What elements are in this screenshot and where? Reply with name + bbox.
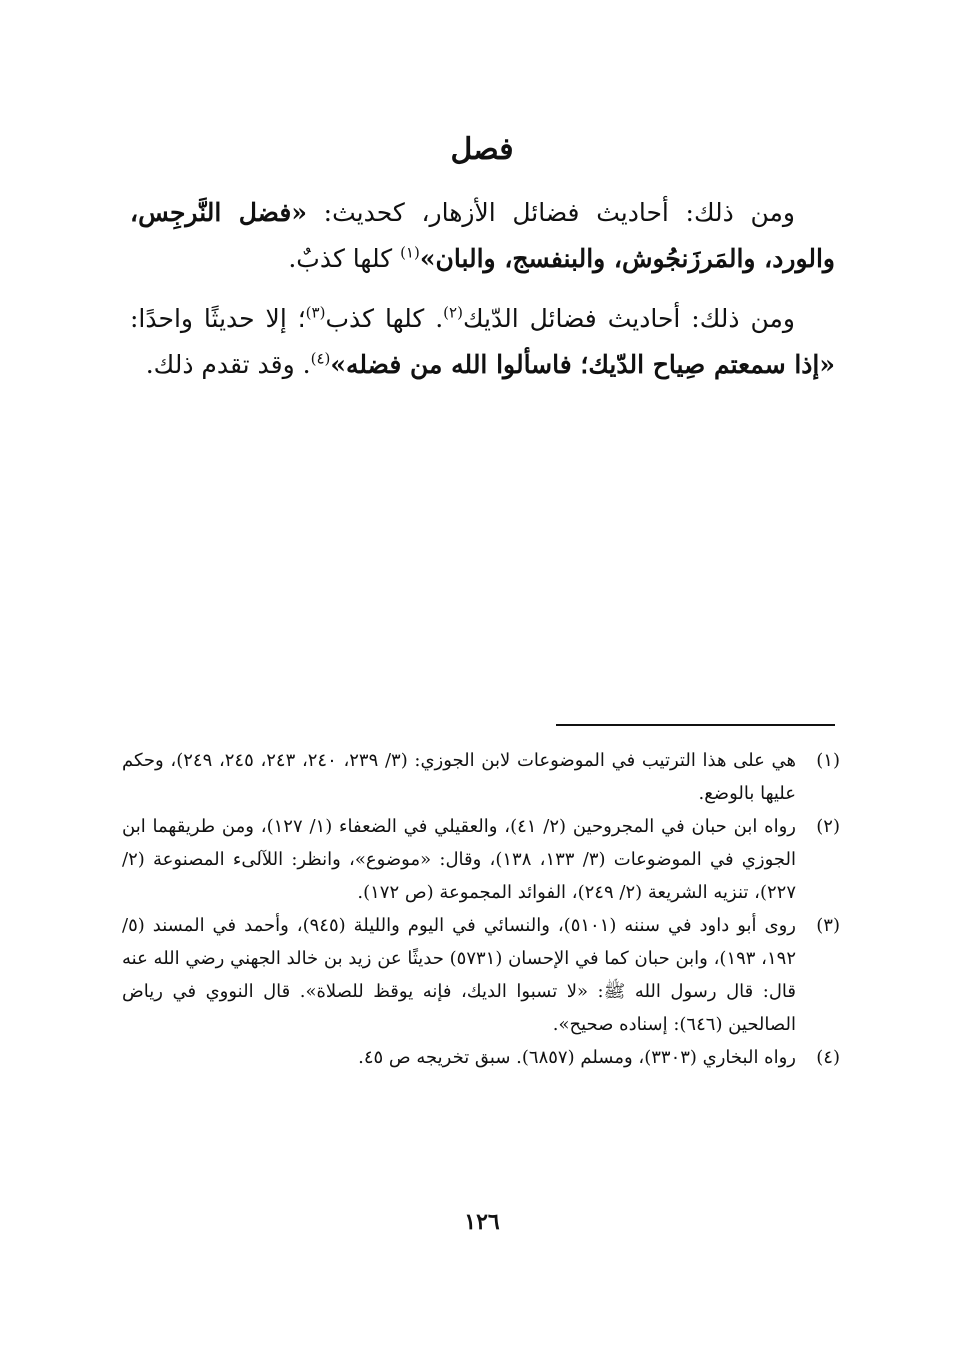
section-title: فصل <box>450 132 514 167</box>
footnote-item <box>122 810 840 909</box>
page-number: ١٢٦ <box>464 1209 500 1235</box>
footnote-item <box>122 909 840 1041</box>
paragraph-text: ؛ إلا حديثًا واحدًا: <box>130 304 306 333</box>
footnotes <box>122 744 840 1074</box>
paragraph-text: . وقد تقدم ذلك. <box>145 350 311 379</box>
footnote-item <box>122 1041 840 1074</box>
footnote-number: (٢) <box>816 816 840 837</box>
footnote-text: روى أبو داود في سننه (٥١٠١)، والنسائي في اليوم والليلة (٩٤٥)، وأحمد في المسند (٥/ ١٩٢، ١٩٣)، وابن حبان كما في الإحسان (٥٧٣١) حديثًا عن زيد بن خالد الجهني رضي الله عنه قال: قال رسول الله ﷺ: «لا تسبوا الديك، فإنه يوقظ للصلاة». قال النووي في رياض الصالحين (٦٤٦): إسناده صحيح». <box>122 915 797 1035</box>
hadith-quote: «إذا سمعتم صِياح الدّيك؛ فاسألوا الله من فضله» <box>330 350 835 379</box>
footnote-number: (٣) <box>816 915 840 936</box>
footnote-ref: (٢) <box>443 303 463 322</box>
footnote-text: رواه ابن حبان في المجروحين (٢/ ٤١)، والعقيلي في الضعفاء (١/ ١٢٧)، ومن طريقهما ابن الجوزي في الموضوعات (٣/ ١٣٣، ١٣٨)، وقال: «موضوع»، وانظر: اللآلىء المصنوعة (٢/ ٢٢٧)، تنزيه الشريعة (٢/ ٢٤٩)، الفوائد المجموعة (ص ١٧٢). <box>122 816 796 903</box>
footnote-text: هي على هذا الترتيب في الموضوعات لابن الجوزي: (٣/ ٢٣٩، ٢٤٠، ٢٤٣، ٢٤٥، ٢٤٩)، وحكم عليها بالوضع. <box>122 750 796 804</box>
footnote-ref: (٣) <box>305 303 326 322</box>
footnote-ref: (٤) <box>310 349 331 368</box>
paragraph-rooster <box>130 296 835 388</box>
footnote-number: (١) <box>816 750 840 771</box>
paragraph-text: ومن ذلك: أحاديث فضائل الدّيك <box>462 304 795 333</box>
footnote-number: (٤) <box>816 1047 840 1068</box>
footnote-item <box>122 744 840 810</box>
paragraph-text: ومن ذلك: أحاديث فضائل الأزهار، كحديث: <box>306 198 795 227</box>
paragraph-text: . كلها كذب <box>325 304 444 333</box>
paragraph-flowers <box>130 190 835 282</box>
footnote-ref: (١) <box>400 243 420 262</box>
footnote-separator <box>556 724 835 726</box>
hadith-quote: «فضل النَّرجِس، والورد، والمَرزَنجُوش، والبنفسج، والبان» <box>130 198 835 273</box>
paragraph-text: كلها كذبٌ. <box>288 244 401 273</box>
footnote-text: رواه البخاري (٣٣٠٣)، ومسلم (٦٨٥٧). سبق تخريجه ص ٤٥. <box>358 1047 796 1068</box>
main-text <box>130 190 835 402</box>
